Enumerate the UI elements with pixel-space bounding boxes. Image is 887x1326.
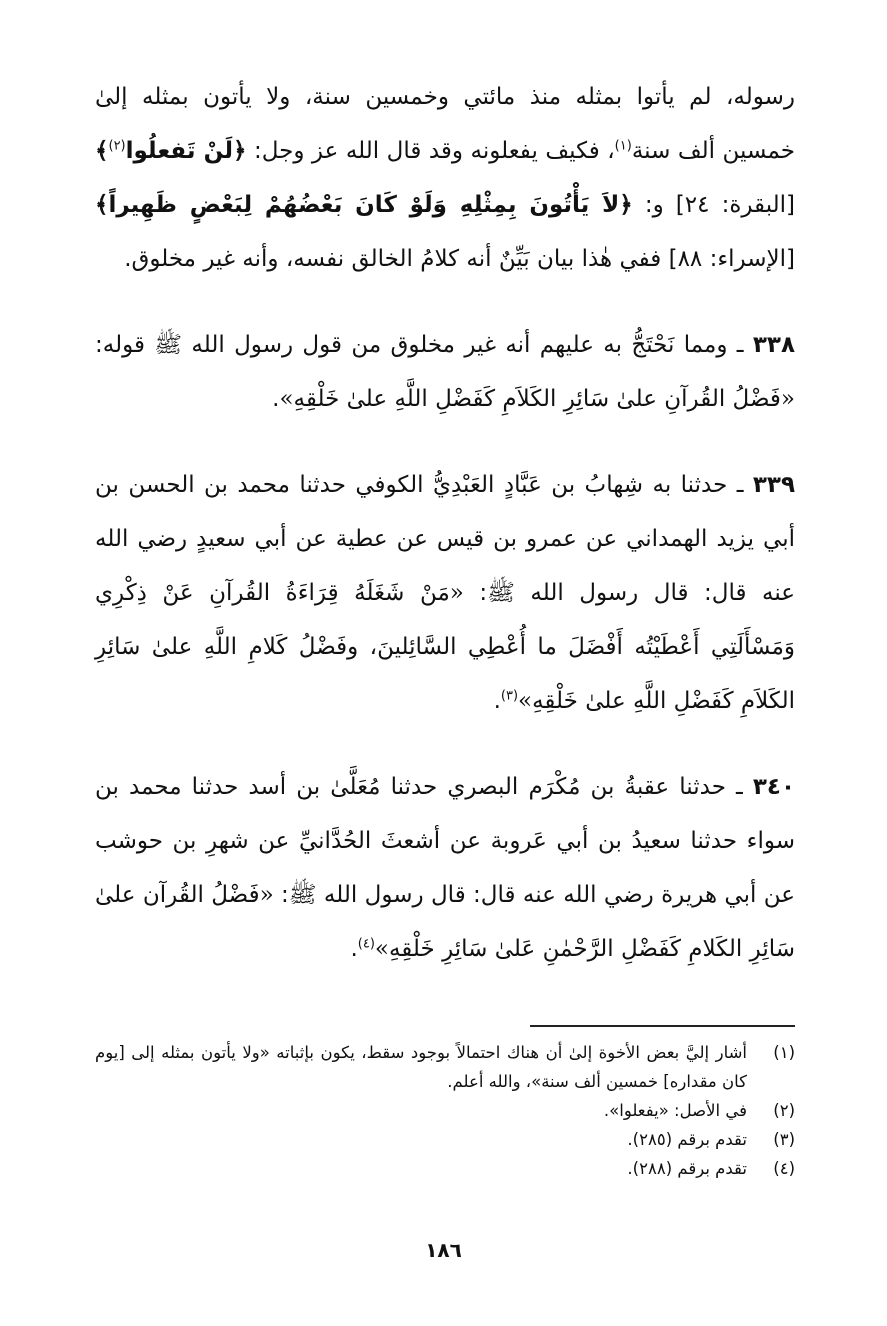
text-run: . [272,386,280,412]
footnote-number: (٤) [773,1159,795,1178]
text-run: رسوله، لم يأتوا بمثله منذ مائتي وخمسين سنة، ولا يأتون بمثله إلىٰ خمسين ألف سنة [95,84,795,164]
paragraph-338 [95,318,795,426]
hadith-text: «فَضْلُ القُرآنِ علىٰ سَائِرِ الكَلاَمِ كَفَضْلِ اللَّهِ علىٰ خَلْقِهِ» [279,386,795,412]
text-run: [الإسراء: ٨٨] ففي هٰذا بيان بَيِّنٌ أنه كلامُ الخالق نفسه، وأنه غير مخلوق. [124,246,795,272]
footnote-ref[interactable]: (٢) [108,138,126,154]
paragraph-340 [95,760,795,976]
footnote-number: (١) [773,1043,795,1062]
main-text [95,70,795,976]
footnote-1 [95,1038,795,1096]
text-run: ـ حدثنا به شِهابُ بن عَبَّادٍ العَبْدِيُّ الكوفي حدثنا محمد بن الحسن بن أبي يزيد الهمداني عن عمرو بن قيس عن عطية عن أبي سعيدٍ رضي الله عنه قال: قال رسول الله ﷺ: [95,472,795,606]
footnote-text: تقدم برقم (٢٨٥). [627,1130,747,1149]
footnote-3 [95,1125,795,1154]
quran-quote: ﴾ [95,138,109,164]
quran-quote: ٣٣٨ [752,332,795,358]
footnote-text: في الأصل: «يفعلوا». [603,1101,747,1120]
footnotes [95,1038,795,1183]
footnote-2 [95,1096,795,1125]
quran-quote: ٣٣٩ [752,472,795,498]
footnote-ref[interactable]: (٤) [357,936,375,952]
text-run: . [350,936,358,962]
text-run: ـ ومما نَحْتَجُّ به عليهم أنه غير مخلوق من قول رسول الله ﷺ قوله: [95,332,753,358]
footnote-4 [95,1154,795,1183]
hadith-text: «مَنْ شَغَلَهُ قِرَاءَةُ القُرآنِ عَنْ ذِكْرِي وَمَسْأَلَتِي أَعْطَيْتُه أَفْضَلَ ما أُعْطِي السَّائِلينَ، وفَضْلُ كَلامِ اللَّهِ علىٰ سَائِرِ الكَلاَمِ كَفَضْلِ اللَّهِ علىٰ خَلْقِهِ» [95,580,795,714]
text-run: . [493,688,501,714]
footnote-text: تقدم برقم (٢٨٨). [627,1159,747,1178]
quran-quote: ﴿لَنْ تَفعلُوا [125,138,247,164]
footnote-number: (٣) [773,1130,795,1149]
quran-quote: ٣٤٠ [752,774,795,800]
footnote-number: (٢) [773,1101,795,1120]
quran-quote: ﴿لاَ يَأْتُونَ بِمِثْلِهِ وَلَوْ كَانَ بَعْضُهُمْ لِبَعْضٍ ظَهِيراً﴾ [95,192,633,218]
footnote-text: أشار إليَّ بعض الأخوة إلىٰ أن هناك احتمالاً بوجود سقط، يكون بإثباته «ولا يأتون بمثله إلى [يوم كان مقداره] خمسين ألف سنة»، والله أعلم. [95,1043,747,1091]
hadith-text: «فَضْلُ القُرآن علىٰ سَائِرِ الكَلامِ كَفَضْلِ الرَّحْمٰنِ عَلىٰ سَائِرِ خَلْقِهِ» [95,882,795,962]
page-number: ١٨٦ [425,1238,462,1262]
text-run: ـ حدثنا عقبةُ بن مُكْرَم البصري حدثنا مُعَلَّىٰ بن أسد حدثنا محمد بن سواء حدثنا سعيدُ بن أبي عَروبة عن أشعثَ الحُدَّانيِّ عن شهرِ بن حوشب عن أبي هريرة رضي الله عنه قال: قال رسول الله ﷺ: [95,774,795,908]
text-run: [البقرة: ٢٤] و: [632,192,796,218]
paragraph-339 [95,458,795,728]
footnote-separator [530,1025,795,1027]
footnote-ref[interactable]: (١) [614,138,632,154]
paragraph-intro [95,70,795,286]
footnote-ref[interactable]: (٣) [500,688,519,704]
text-run: ، فكيف يفعلونه وقد قال الله عز وجل: [246,138,615,164]
